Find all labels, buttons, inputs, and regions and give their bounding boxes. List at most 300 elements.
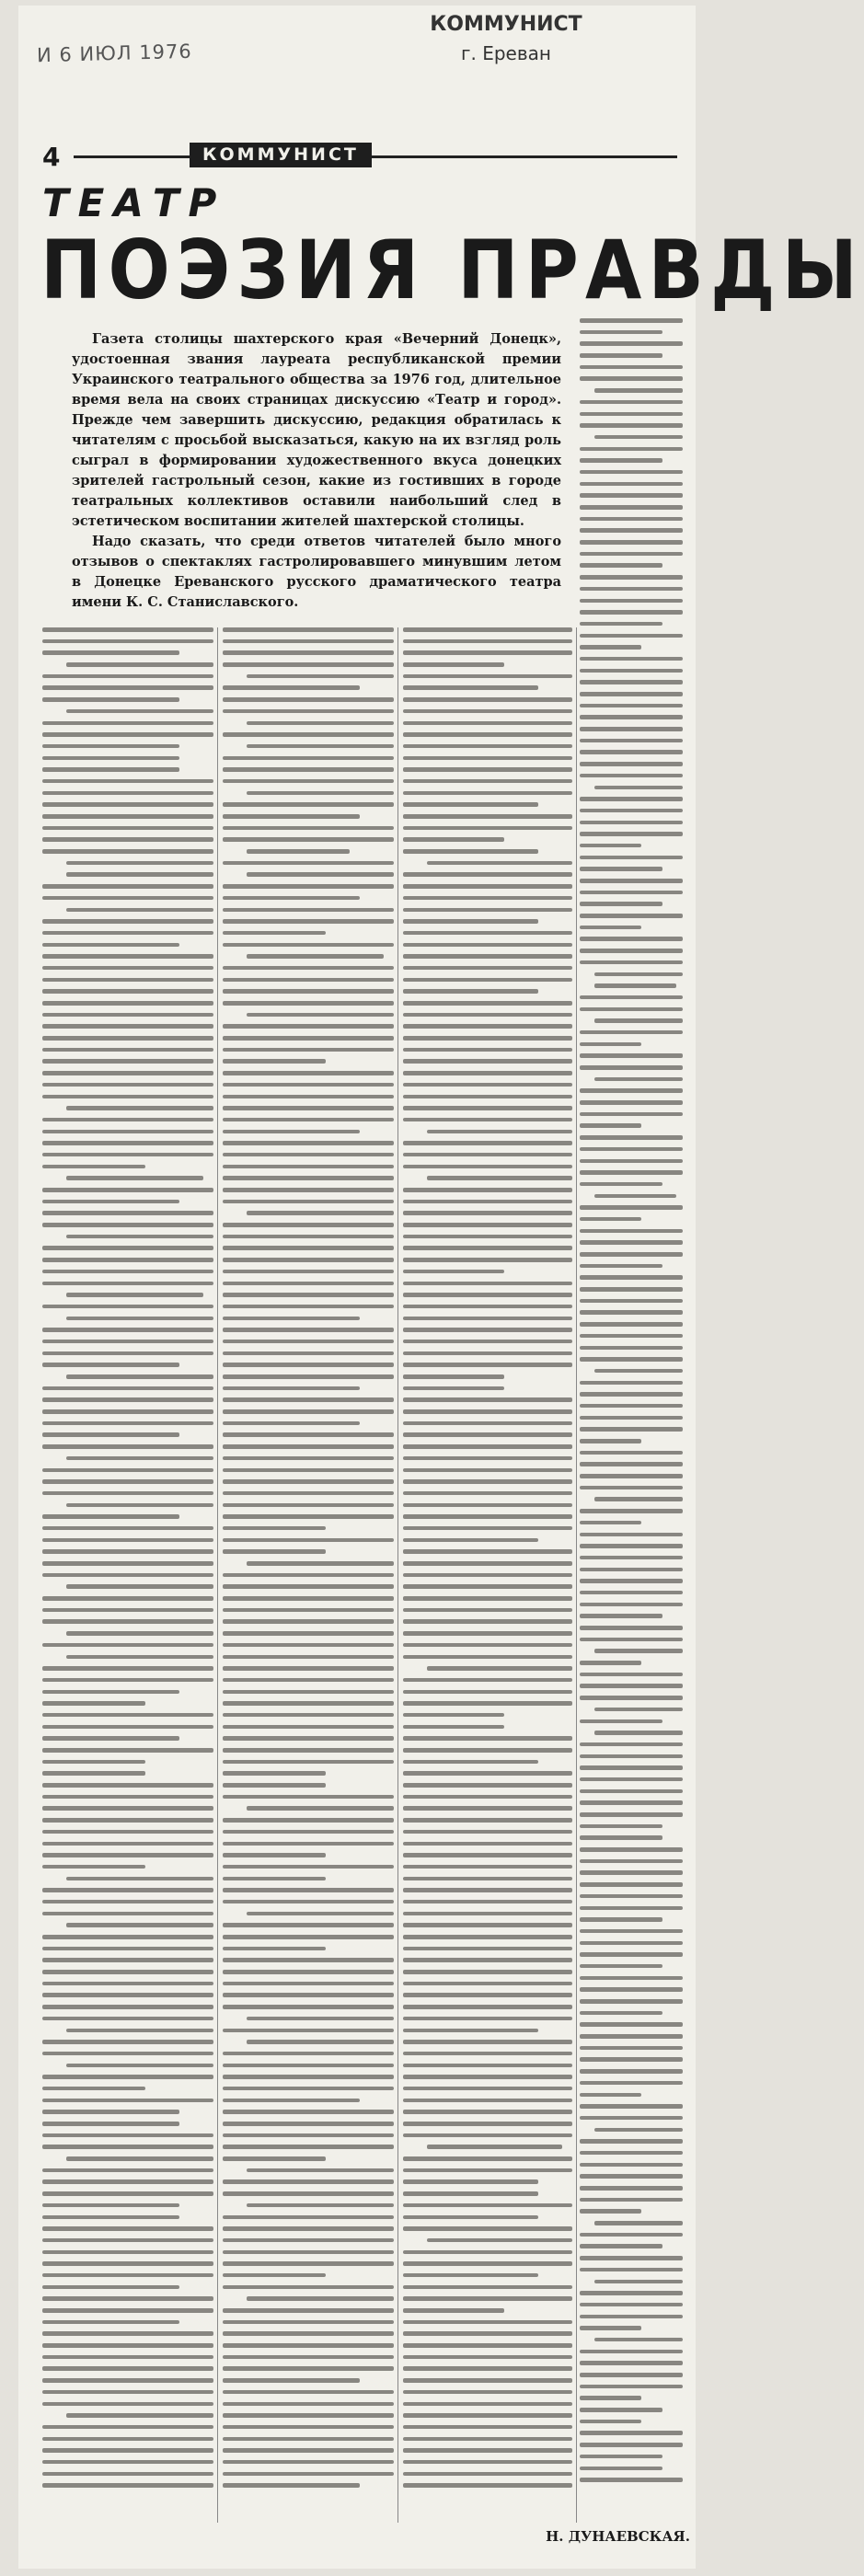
text-line <box>580 1182 662 1187</box>
text-line <box>42 1526 213 1531</box>
text-line <box>403 966 572 971</box>
text-line <box>42 1351 213 1356</box>
text-line <box>223 2238 394 2243</box>
text-line <box>594 972 683 977</box>
text-line <box>42 2285 179 2290</box>
text-line <box>580 1007 683 1012</box>
text-line <box>247 872 394 877</box>
text-line <box>223 1538 394 1543</box>
text-line <box>42 1561 213 1566</box>
text-line <box>42 849 213 854</box>
text-line <box>42 650 179 655</box>
text-line <box>580 376 683 381</box>
text-line <box>42 756 179 761</box>
text-line <box>66 1106 213 1110</box>
text-line <box>403 1282 572 1286</box>
text-line <box>580 949 683 953</box>
text-line <box>403 627 572 632</box>
text-line <box>403 1235 572 1239</box>
text-line <box>42 1725 213 1730</box>
text-line <box>580 2256 683 2260</box>
text-line <box>223 1246 394 1250</box>
text-line <box>223 2156 326 2161</box>
text-line <box>403 2203 572 2208</box>
text-line <box>580 610 683 615</box>
text-line <box>223 2483 360 2488</box>
text-line <box>580 1299 683 1304</box>
text-line <box>223 1549 326 1554</box>
text-line <box>580 2455 662 2459</box>
text-line <box>223 2122 394 2126</box>
text-line <box>594 786 683 790</box>
text-line <box>223 1083 394 1087</box>
text-line <box>223 1386 360 1391</box>
text-line <box>223 2133 394 2138</box>
text-line <box>580 1777 683 1782</box>
text-line <box>42 989 213 994</box>
text-line <box>594 1649 683 1653</box>
text-line <box>403 1071 572 1075</box>
text-line <box>580 2326 641 2330</box>
text-line <box>580 1847 683 1852</box>
text-line <box>42 1736 179 1741</box>
text-line <box>223 1305 394 1309</box>
text-line <box>223 1923 394 1927</box>
text-line <box>580 1427 683 1432</box>
text-line <box>223 2308 394 2313</box>
text-line <box>223 1877 326 1881</box>
text-line <box>42 2343 213 2348</box>
text-line <box>223 2331 394 2336</box>
text-line <box>42 2099 213 2103</box>
text-line <box>223 2343 394 2348</box>
text-line <box>66 908 213 913</box>
text-line <box>403 1444 572 1449</box>
text-line <box>42 1748 213 1753</box>
text-line <box>223 908 394 913</box>
text-line <box>403 1982 572 1986</box>
text-line <box>223 1748 394 1753</box>
text-line <box>403 2437 572 2442</box>
text-line <box>580 1322 683 1327</box>
text-line <box>42 1713 213 1718</box>
text-line <box>42 1363 179 1367</box>
text-line <box>223 1141 394 1145</box>
text-line <box>580 1147 683 1152</box>
text-line <box>223 2355 394 2360</box>
text-line <box>580 669 683 673</box>
text-line <box>427 1666 572 1671</box>
text-line <box>223 2448 394 2453</box>
text-line <box>223 1608 394 1613</box>
text-line <box>580 2186 683 2191</box>
text-line <box>580 2431 683 2435</box>
text-line <box>42 1200 179 1204</box>
text-line <box>403 943 572 948</box>
text-line <box>403 1293 572 1297</box>
text-line <box>42 1888 213 1892</box>
text-line <box>42 1188 213 1192</box>
text-line <box>403 2179 538 2184</box>
text-line <box>403 884 572 889</box>
text-line <box>580 995 683 1000</box>
text-line <box>42 2296 213 2301</box>
text-line <box>223 2029 394 2033</box>
text-line <box>223 1818 394 1823</box>
text-line <box>403 837 504 842</box>
text-line <box>223 1526 326 1531</box>
text-line <box>42 1059 213 1064</box>
text-line <box>580 762 683 766</box>
text-line <box>247 849 350 854</box>
text-line <box>427 2238 572 2243</box>
text-line <box>403 1760 538 1765</box>
text-line <box>403 1713 504 1718</box>
text-line <box>403 2402 572 2407</box>
text-line <box>580 960 683 965</box>
text-line <box>580 575 683 580</box>
text-line <box>223 709 394 714</box>
text-line <box>580 809 683 813</box>
text-line <box>580 2209 641 2214</box>
text-line <box>66 1317 213 1321</box>
text-line <box>66 1631 213 1636</box>
text-line <box>580 599 683 604</box>
text-line <box>223 2472 394 2477</box>
text-line <box>42 1130 213 1134</box>
text-line <box>223 814 360 819</box>
text-line <box>580 715 683 719</box>
text-line <box>580 2373 683 2377</box>
text-line <box>403 674 572 679</box>
text-line <box>42 2320 179 2325</box>
text-line <box>42 685 213 690</box>
author-signature: Н. ДУНАЕВСКАЯ. <box>546 2528 690 2545</box>
text-line <box>42 2226 213 2231</box>
text-line <box>580 1334 683 1339</box>
text-line <box>403 1584 572 1589</box>
text-line <box>42 1491 213 1496</box>
text-line <box>223 2273 326 2278</box>
text-line <box>580 528 683 533</box>
text-line <box>223 2191 394 2196</box>
text-line <box>403 2331 572 2336</box>
text-line <box>42 2040 213 2044</box>
text-line <box>403 1818 572 1823</box>
text-line <box>403 2122 572 2126</box>
text-line <box>42 1409 213 1414</box>
text-line <box>42 1818 213 1823</box>
text-line <box>223 1444 394 1449</box>
text-line <box>580 645 641 650</box>
text-line <box>223 1479 394 1484</box>
text-line <box>42 1211 213 1215</box>
text-line <box>403 908 572 913</box>
text-line <box>42 1690 179 1695</box>
text-line <box>42 2483 213 2488</box>
text-line <box>403 2273 538 2278</box>
text-line <box>580 634 683 638</box>
text-line <box>594 435 683 440</box>
text-line <box>42 1468 213 1473</box>
text-line <box>403 1083 572 1087</box>
column-divider <box>217 627 218 2523</box>
text-line <box>580 1240 683 1245</box>
text-line <box>42 1001 213 1006</box>
text-line <box>580 1696 683 1700</box>
text-line <box>403 2308 504 2313</box>
text-line <box>66 1176 203 1180</box>
text-line <box>223 697 394 702</box>
text-line <box>580 341 683 346</box>
text-line <box>580 2022 683 2027</box>
text-line <box>403 2472 572 2477</box>
text-line <box>42 814 213 819</box>
text-line <box>403 1631 572 1636</box>
text-line <box>403 1970 572 1974</box>
text-line <box>580 1835 662 1840</box>
text-line <box>247 2168 394 2173</box>
text-line <box>42 639 213 644</box>
text-line <box>223 2285 394 2290</box>
text-line <box>42 2168 213 2173</box>
text-line <box>580 2361 683 2365</box>
text-line <box>42 2203 179 2208</box>
text-line <box>403 1374 504 1379</box>
text-line <box>580 1404 683 1409</box>
text-line <box>223 1468 394 1473</box>
text-line <box>42 1071 213 1075</box>
text-line <box>42 2355 213 2360</box>
text-line <box>223 1340 394 1344</box>
text-line <box>580 774 683 778</box>
text-line <box>580 2268 683 2272</box>
text-line <box>403 2017 572 2021</box>
lead-paragraph: Газета столицы шахтерского края «Вечерний Донецк», удостоенная звания лауреата республиканской премии Украинского театрального общества за 1976 год, длительное время вела на своих страницах дискуссию «Театр и город». Прежде чем завершить дискуссию, редакция обратилась к читателям с просьбой высказаться, какую на их взгляд роль сыграл в формировании художественного вкуса донецких зрителей гастрольный сезон, какие из гостивших в городе театральных коллективов оставили наибольший след в эстетическом воспитании жителей шахтерской столицы. <box>72 331 561 529</box>
text-line <box>42 1421 213 1426</box>
text-line <box>403 1900 572 1904</box>
text-line <box>580 552 683 557</box>
text-line <box>42 2273 213 2278</box>
text-line <box>66 1584 213 1589</box>
text-line <box>42 1842 213 1846</box>
text-line <box>580 1159 683 1164</box>
text-line <box>223 1842 394 1846</box>
text-line <box>580 1964 662 1969</box>
text-line <box>42 2261 213 2266</box>
text-line <box>42 1912 213 1916</box>
text-line <box>223 1783 326 1788</box>
text-line <box>580 1287 683 1292</box>
text-line <box>580 1392 683 1397</box>
text-line <box>42 1596 213 1601</box>
text-line <box>580 2116 683 2121</box>
text-line <box>580 1614 662 1618</box>
text-line <box>594 1018 683 1023</box>
text-line <box>223 1293 394 1297</box>
text-line <box>580 1673 683 1677</box>
text-line <box>223 978 394 983</box>
text-line <box>403 2366 572 2371</box>
text-line <box>403 1993 572 1997</box>
text-line <box>223 662 394 667</box>
text-line <box>580 1789 683 1794</box>
text-line <box>247 721 394 726</box>
text-line <box>580 902 662 906</box>
column-divider <box>397 627 398 2523</box>
text-line <box>580 1952 683 1957</box>
text-line <box>580 1439 641 1443</box>
text-line <box>403 1514 572 1519</box>
text-line <box>223 627 394 632</box>
text-line <box>580 1264 662 1269</box>
text-line <box>42 1118 213 1122</box>
text-line <box>403 732 572 737</box>
text-line <box>66 1877 213 1881</box>
text-line <box>580 1357 683 1362</box>
text-line <box>223 1853 326 1857</box>
text-line <box>223 2215 394 2220</box>
text-line <box>580 2443 683 2447</box>
text-line <box>42 954 213 959</box>
text-line <box>223 1795 394 1800</box>
text-line <box>42 1305 213 1309</box>
text-line <box>580 2291 683 2295</box>
text-line <box>223 1351 394 1356</box>
text-line <box>580 1894 683 1899</box>
text-line <box>594 2128 683 2133</box>
text-line <box>580 1474 683 1478</box>
text-line <box>66 1655 213 1660</box>
text-line <box>403 662 504 667</box>
text-line <box>223 1328 394 1332</box>
text-line <box>42 1397 213 1402</box>
text-line <box>223 2110 394 2114</box>
text-line <box>403 1386 504 1391</box>
text-line <box>403 2226 572 2231</box>
text-line <box>580 2408 662 2412</box>
text-line <box>580 2104 683 2109</box>
text-line <box>403 2320 572 2325</box>
text-line <box>223 1771 326 1776</box>
text-line <box>580 1170 683 1175</box>
text-line <box>403 1024 572 1029</box>
text-line <box>580 1030 683 1035</box>
section-rubric: ТЕАТР <box>42 180 226 225</box>
text-line <box>403 1456 572 1461</box>
text-line <box>42 2133 213 2138</box>
text-line <box>223 1514 394 1519</box>
text-line <box>403 1246 572 1250</box>
text-line <box>403 1877 572 1881</box>
text-line <box>223 1118 394 1122</box>
text-line <box>580 1591 683 1595</box>
text-line <box>403 2390 572 2395</box>
text-line <box>580 1123 641 1128</box>
text-line <box>580 2081 683 2086</box>
text-line <box>66 1374 213 1379</box>
text-line <box>403 685 538 690</box>
text-line <box>223 2378 360 2383</box>
text-line <box>223 1270 394 1274</box>
text-line <box>580 540 683 545</box>
text-line <box>223 943 394 948</box>
text-line <box>223 1223 394 1227</box>
text-line <box>580 2174 683 2179</box>
text-line <box>223 802 394 807</box>
text-line <box>42 1853 213 1857</box>
text-line <box>42 943 179 948</box>
text-line <box>223 732 394 737</box>
text-line <box>580 1065 683 1070</box>
text-line <box>580 1906 683 1911</box>
text-line <box>247 954 384 959</box>
text-line <box>580 1088 683 1093</box>
text-line <box>42 2238 213 2243</box>
text-line <box>580 2420 641 2424</box>
text-line <box>580 2303 683 2307</box>
text-line <box>580 1800 683 1805</box>
text-line <box>580 318 683 323</box>
text-line <box>403 2040 572 2044</box>
text-line <box>42 1246 213 1250</box>
text-line <box>223 1678 394 1683</box>
text-line <box>580 2163 683 2168</box>
text-line <box>223 1666 394 1671</box>
text-line <box>403 896 572 901</box>
text-line <box>223 919 394 924</box>
text-line <box>580 832 683 836</box>
text-line <box>580 704 683 708</box>
text-line <box>403 1619 572 1624</box>
text-line <box>42 2448 213 2453</box>
text-line <box>42 627 213 632</box>
text-line <box>42 1947 213 1951</box>
text-line <box>223 685 360 690</box>
text-line <box>594 388 683 393</box>
text-line <box>580 856 683 860</box>
folio-paper-name: КОММУНИСТ <box>190 143 372 167</box>
text-line <box>223 1176 394 1180</box>
text-line <box>42 1865 145 1869</box>
text-line <box>66 872 213 877</box>
body-column-right <box>580 318 683 2517</box>
text-line <box>403 1596 572 1601</box>
text-line <box>42 919 213 924</box>
text-line <box>403 779 572 784</box>
text-line <box>580 1451 683 1455</box>
text-line <box>247 2040 394 2044</box>
text-line <box>42 978 213 983</box>
text-line <box>223 1584 394 1589</box>
text-line <box>403 1340 572 1344</box>
text-line <box>403 1363 572 1367</box>
text-line <box>223 884 394 889</box>
text-line <box>403 1317 572 1321</box>
text-line <box>223 1106 394 1110</box>
text-line <box>223 1573 394 1578</box>
text-line <box>403 1270 504 1274</box>
text-line <box>42 931 213 936</box>
text-line <box>580 692 683 696</box>
text-line <box>580 657 683 661</box>
text-line <box>42 1958 213 1962</box>
text-line <box>594 1497 683 1501</box>
text-line <box>223 1258 394 1262</box>
text-line <box>403 989 538 994</box>
text-line <box>403 2075 572 2079</box>
text-line <box>403 1095 572 1099</box>
